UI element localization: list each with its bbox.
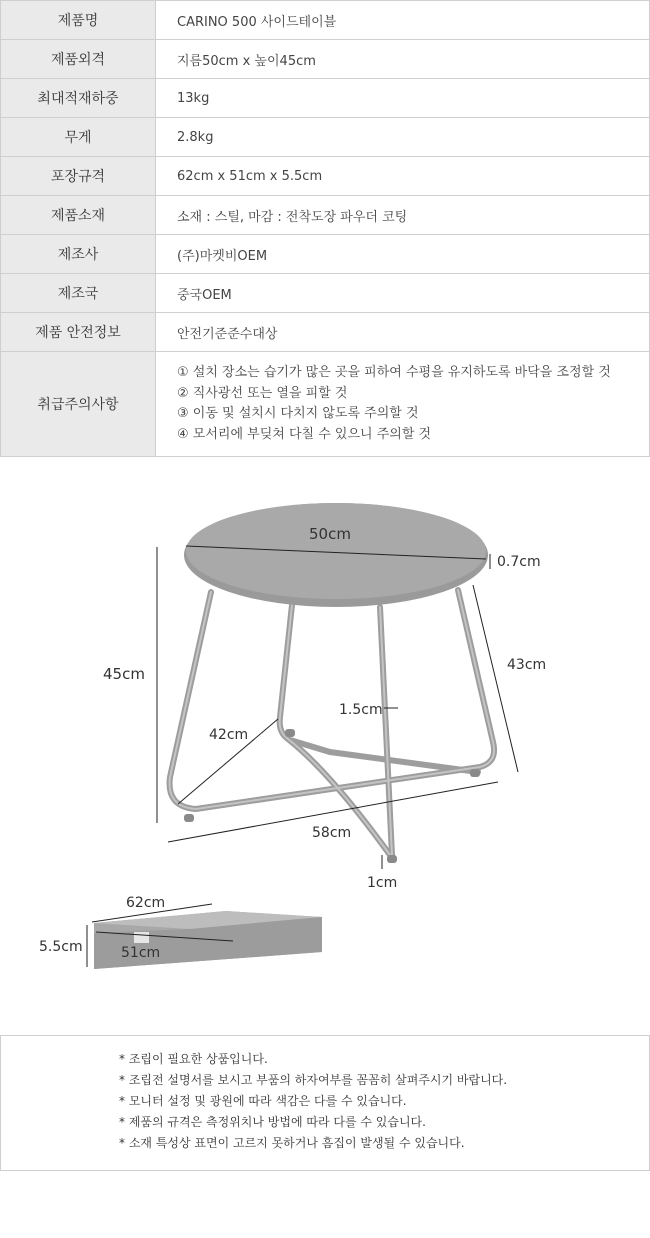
spec-label: 제조사: [1, 235, 156, 274]
spec-label: 무게: [1, 118, 156, 157]
caution-item: ③ 이동 및 설치시 다치지 않도록 주의할 것: [177, 406, 419, 421]
spec-row-product-name: [1, 1, 650, 40]
label-package-height: 5.5cm: [39, 939, 83, 955]
spec-value: 2.8kg: [156, 118, 650, 157]
foot-cap: [285, 729, 295, 737]
caution-item: ② 직사광선 또는 열을 피할 것: [177, 385, 348, 401]
label-leg-width: 1.5cm: [339, 702, 383, 718]
spec-label: 제품외격: [1, 40, 156, 79]
spec-value: 소재 : 스틸, 마감 : 전착도장 파우더 코팅: [156, 196, 650, 235]
label-package-length: 62cm: [126, 895, 166, 911]
table-leg-front: [280, 605, 390, 855]
spec-label: 제품명: [1, 1, 156, 40]
footer-note: * 모니터 설정 및 광원에 따라 색감은 다를 수 있습니다.: [119, 1094, 407, 1108]
spec-value: 안전기준준수대상: [156, 313, 650, 352]
caution-item: ④ 모서리에 부딪쳐 다칠 수 있으니 주의할 것: [177, 426, 432, 442]
label-diameter: 50cm: [309, 525, 351, 543]
foot-cap: [387, 855, 397, 863]
caution-item: ① 설치 장소는 습기가 많은 곳을 피하여 수평을 유지하도록 바닥을 조정할 것: [177, 365, 611, 380]
table-top-surface: [186, 503, 486, 599]
spec-row-cautions: [1, 352, 650, 457]
spec-label: 최대적재하중: [1, 79, 156, 118]
package-tape: [134, 932, 149, 943]
spec-label: 포장규격: [1, 157, 156, 196]
dimension-diagram-svg: [0, 457, 650, 1035]
cautions-label: 취급주의사항: [1, 352, 156, 457]
label-foot: 1cm: [367, 875, 398, 891]
footer-notes-list: [119, 1049, 507, 1154]
spec-row-material: [1, 196, 650, 235]
spec-row-safety: [1, 313, 650, 352]
cautions-value: [156, 352, 650, 457]
spec-value: CARINO 500 사이드테이블: [156, 1, 650, 40]
footer-note: * 소재 특성상 표면이 고르지 못하거나 흠집이 발생될 수 있습니다.: [119, 1136, 465, 1150]
footer-note: * 제품의 규격은 측정위치나 방법에 따라 다를 수 있습니다.: [119, 1115, 426, 1129]
footer-note: * 조립이 필요한 상품입니다.: [119, 1052, 268, 1066]
spec-row-country: [1, 274, 650, 313]
label-inner-span: 42cm: [209, 727, 249, 743]
spec-value: (주)마켓비OEM: [156, 235, 650, 274]
cautions-list: [177, 363, 649, 445]
spec-row-dimensions: [1, 40, 650, 79]
spec-table: [0, 0, 650, 457]
spec-label: 제품 안전정보: [1, 313, 156, 352]
spec-label: 제조국: [1, 274, 156, 313]
table-leg-outer: [170, 590, 495, 809]
footer-notes-box: [0, 1035, 650, 1171]
spec-row-manufacturer: [1, 235, 650, 274]
spec-row-max-load: [1, 79, 650, 118]
footer-note: * 조립전 설명서를 보시고 부품의 하자여부를 꼼꼼히 살펴주시기 바랍니다.: [119, 1073, 508, 1087]
spec-value: 62cm x 51cm x 5.5cm: [156, 157, 650, 196]
label-height: 45cm: [103, 665, 145, 683]
spec-label: 제품소재: [1, 196, 156, 235]
label-leg-length: 43cm: [507, 657, 547, 673]
label-package-width: 51cm: [121, 945, 161, 961]
foot-cap: [184, 814, 194, 822]
dimension-diagram: [0, 457, 650, 1035]
spec-row-weight: [1, 118, 650, 157]
spec-value: 중국OEM: [156, 274, 650, 313]
spec-value: 13kg: [156, 79, 650, 118]
label-base-span: 58cm: [312, 825, 352, 841]
spec-value: 지름50cm x 높이45cm: [156, 40, 650, 79]
foot-cap: [470, 769, 480, 777]
label-thickness: 0.7cm: [497, 554, 541, 570]
spec-row-package: [1, 157, 650, 196]
